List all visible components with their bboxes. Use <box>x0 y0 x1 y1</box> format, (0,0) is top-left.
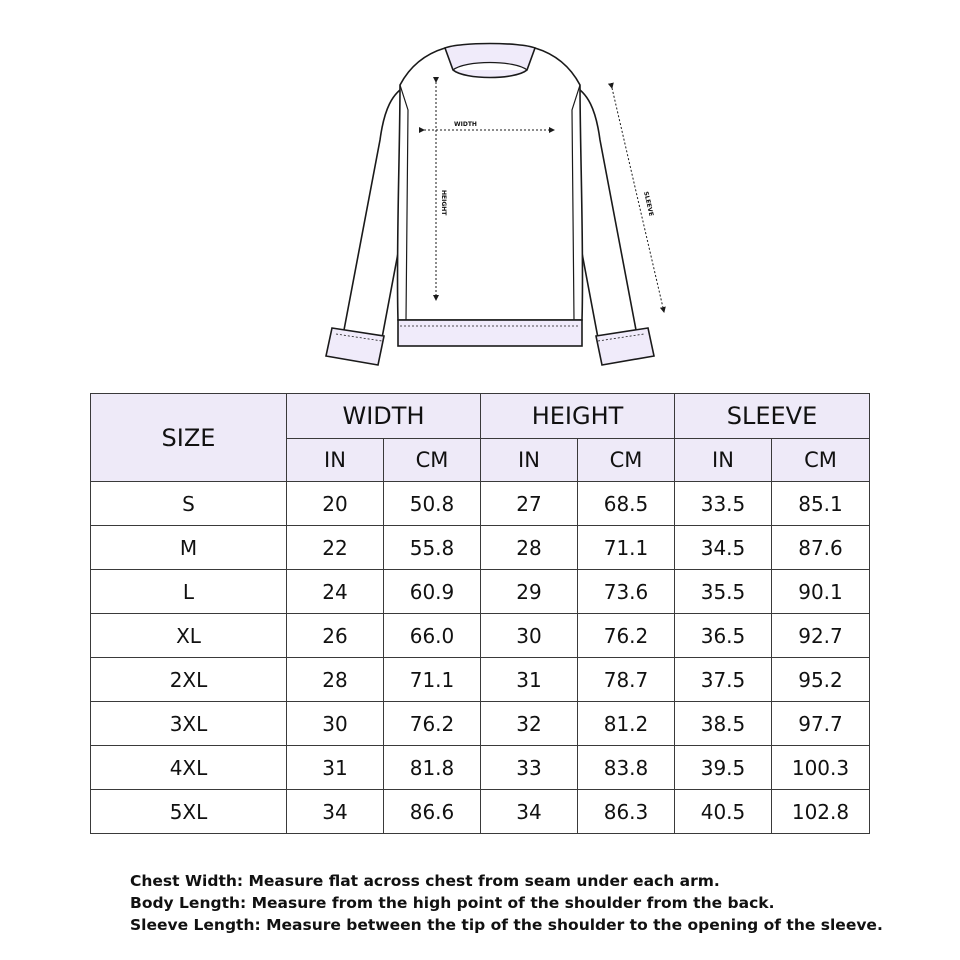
group-header-row <box>91 394 870 439</box>
measurement-cell: 100.3 <box>772 746 870 790</box>
measurement-cell: 28 <box>481 526 578 570</box>
measurement-cell: 71.1 <box>384 658 481 702</box>
measurement-notes <box>130 870 930 936</box>
measurement-cell: 50.8 <box>384 482 481 526</box>
measurement-cell: 87.6 <box>772 526 870 570</box>
hem-band <box>398 320 582 346</box>
measurement-cell: 86.6 <box>384 790 481 834</box>
measurement-cell: 20 <box>287 482 384 526</box>
unit-header: CM <box>772 439 870 482</box>
unit-header: CM <box>384 439 481 482</box>
measurement-cell: 34 <box>481 790 578 834</box>
measurement-cell: 97.7 <box>772 702 870 746</box>
measurement-cell: 27 <box>481 482 578 526</box>
measurement-cell: 85.1 <box>772 482 870 526</box>
size-cell: XL <box>91 614 287 658</box>
measurement-cell: 28 <box>287 658 384 702</box>
size-cell: S <box>91 482 287 526</box>
measurement-cell: 24 <box>287 570 384 614</box>
measurement-cell: 33 <box>481 746 578 790</box>
table-row <box>91 658 870 702</box>
measurement-cell: 34 <box>287 790 384 834</box>
measurement-cell: 92.7 <box>772 614 870 658</box>
sweatshirt-diagram <box>300 30 680 380</box>
measurement-cell: 86.3 <box>578 790 675 834</box>
measurement-cell: 76.2 <box>384 702 481 746</box>
measurement-cell: 81.8 <box>384 746 481 790</box>
size-cell: 2XL <box>91 658 287 702</box>
size-column-header: SIZE <box>91 394 287 482</box>
sweatshirt-illustration <box>300 30 680 380</box>
size-table-body <box>91 482 870 834</box>
table-row <box>91 746 870 790</box>
garment-body <box>397 48 582 320</box>
table-row <box>91 526 870 570</box>
measurement-cell: 29 <box>481 570 578 614</box>
chest-width-note: Chest Width: Measure flat across chest from seam under each arm. <box>130 872 720 890</box>
height-group-header: HEIGHT <box>481 394 675 439</box>
measurement-cell: 22 <box>287 526 384 570</box>
unit-header: IN <box>287 439 384 482</box>
measurement-cell: 31 <box>481 658 578 702</box>
measurement-cell: 60.9 <box>384 570 481 614</box>
unit-header: IN <box>481 439 578 482</box>
width-label: WIDTH <box>454 121 477 128</box>
measurement-cell: 38.5 <box>675 702 772 746</box>
measurement-cell: 55.8 <box>384 526 481 570</box>
collar <box>445 44 535 78</box>
measurement-cell: 26 <box>287 614 384 658</box>
measurement-cell: 68.5 <box>578 482 675 526</box>
measurement-cell: 30 <box>481 614 578 658</box>
measurement-cell: 33.5 <box>675 482 772 526</box>
table-row <box>91 614 870 658</box>
height-label: HEIGHT <box>440 190 447 216</box>
measurement-cell: 81.2 <box>578 702 675 746</box>
measurement-cell: 31 <box>287 746 384 790</box>
size-cell: L <box>91 570 287 614</box>
measurement-cell: 66.0 <box>384 614 481 658</box>
sleeve-length-note: Sleeve Length: Measure between the tip of the shoulder to the opening of the sleeve. <box>130 916 883 934</box>
size-cell: 4XL <box>91 746 287 790</box>
sleeve-label: SLEEVE <box>642 190 655 217</box>
size-chart-table <box>90 393 870 834</box>
measurement-cell: 78.7 <box>578 658 675 702</box>
measurement-cell: 36.5 <box>675 614 772 658</box>
measurement-cell: 37.5 <box>675 658 772 702</box>
sleeve-group-header: SLEEVE <box>675 394 870 439</box>
table-row <box>91 790 870 834</box>
measurement-cell: 83.8 <box>578 746 675 790</box>
table-row <box>91 482 870 526</box>
measurement-cell: 30 <box>287 702 384 746</box>
table-row <box>91 702 870 746</box>
table-row <box>91 570 870 614</box>
measurement-cell: 71.1 <box>578 526 675 570</box>
measurement-cell: 76.2 <box>578 614 675 658</box>
measurement-cell: 40.5 <box>675 790 772 834</box>
measurement-cell: 95.2 <box>772 658 870 702</box>
size-cell: 5XL <box>91 790 287 834</box>
measurement-cell: 34.5 <box>675 526 772 570</box>
measurement-cell: 32 <box>481 702 578 746</box>
measurement-cell: 73.6 <box>578 570 675 614</box>
width-group-header: WIDTH <box>287 394 481 439</box>
unit-header: IN <box>675 439 772 482</box>
measurement-cell: 90.1 <box>772 570 870 614</box>
measurement-cell: 102.8 <box>772 790 870 834</box>
measurement-cell: 39.5 <box>675 746 772 790</box>
size-cell: 3XL <box>91 702 287 746</box>
measurement-cell: 35.5 <box>675 570 772 614</box>
body-length-note: Body Length: Measure from the high point of the shoulder from the back. <box>130 894 775 912</box>
size-cell: M <box>91 526 287 570</box>
unit-header: CM <box>578 439 675 482</box>
